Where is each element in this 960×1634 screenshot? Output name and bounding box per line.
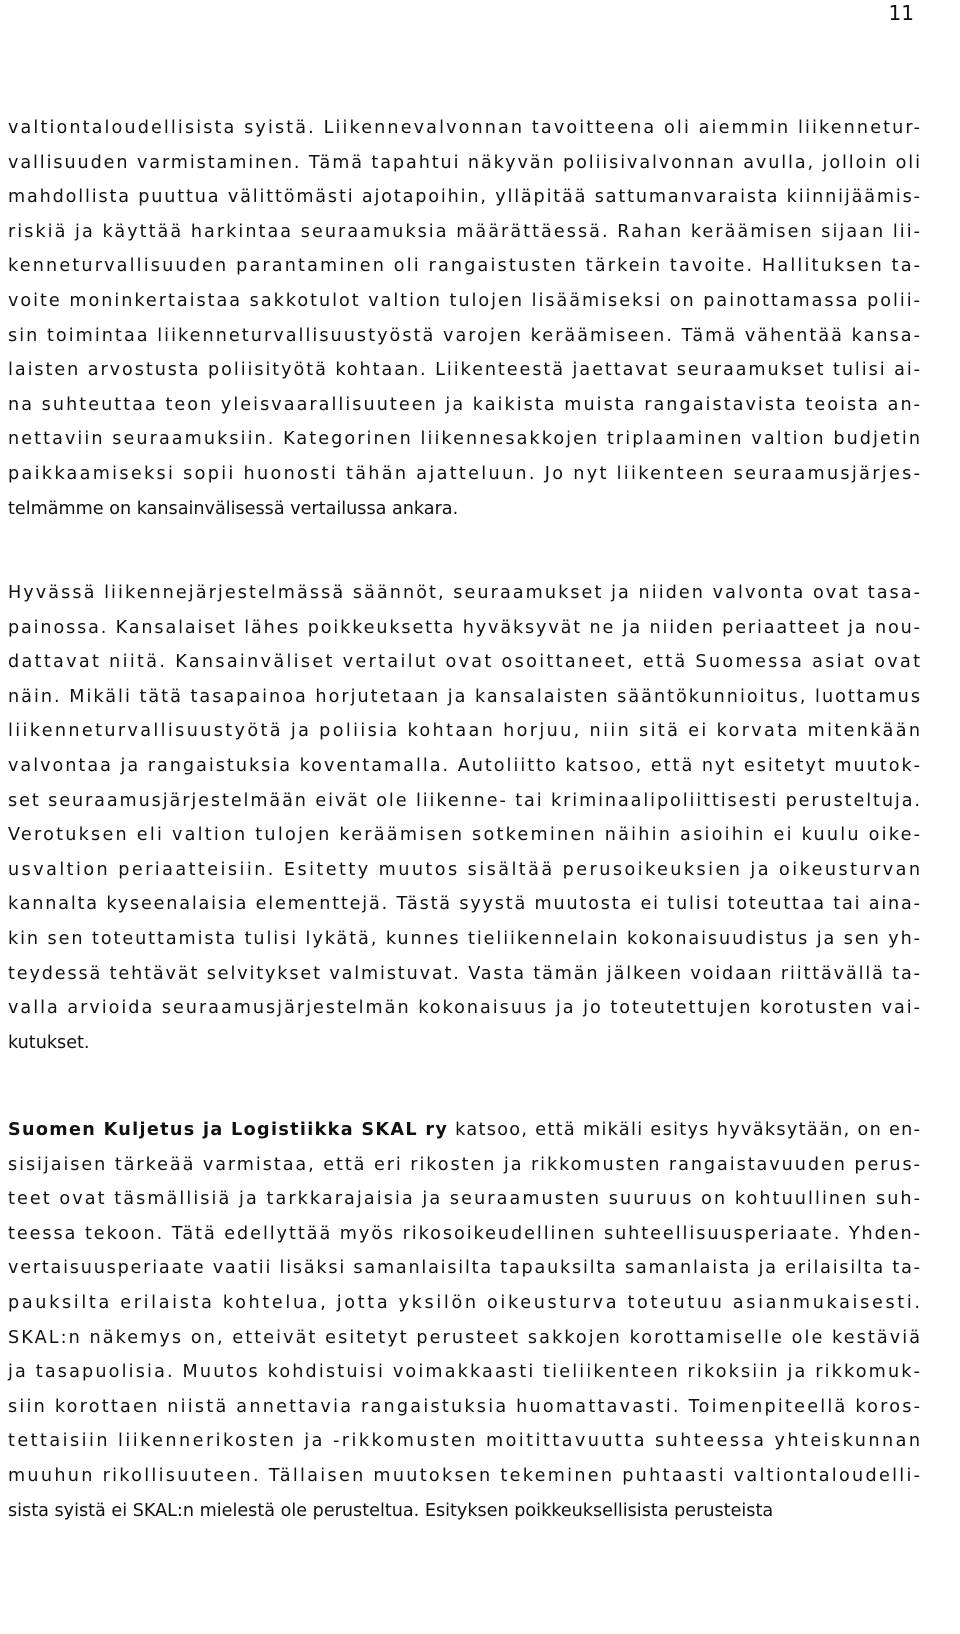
text-line: liikenneturvallisuustyötä ja poliisia kohtaan horjuu, niin sitä ei korvata mitenkään — [8, 721, 923, 742]
text-line: set seuraamusjärjestelmään eivät ole liikenne- tai kriminaalipoliittisesti perusteltuja. — [8, 790, 922, 811]
text-line: teydessä tehtävät selvitykset valmistuvat. Vasta tämän jälkeen voidaan riittävällä ta- — [8, 963, 922, 984]
text-line: laisten arvostusta poliisityötä kohtaan. Liikenteestä jaettavat seuraamukset tulisi ai- — [8, 360, 922, 381]
text-line: kin sen toteuttamista tulisi lykätä, kunnes tieliikennelain kokonaisuudistus ja sen yh- — [8, 929, 922, 949]
text-line: telmämme on kansainvälisessä vertailussa ankara. — [8, 498, 459, 519]
text-line: kutukset. — [8, 1032, 90, 1053]
text-line: na suhteuttaa teon yleisvaarallisuuteen ja kaikista muista rangaistavista teoista an- — [8, 394, 923, 415]
text-line: usvaltion periaatteisiin. Esitetty muutos sisältää perusoikeuksien ja oikeusturvan — [8, 859, 923, 880]
text-line: voite moninkertaistaa sakkotulot valtion tulojen lisäämiseksi on painottamassa polii- — [8, 291, 922, 311]
text-line: sin toimintaa liikenneturvallisuustyöstä varojen keräämiseen. Tämä vähentää kansa- — [8, 325, 923, 346]
text-line: tettaisiin liikennerikosten ja -rikkomusten moitittavuutta suhteessa yhteiskunnan — [8, 1431, 923, 1452]
text-line: nettaviin seuraamuksiin. Kategorinen liikennesakkojen triplaaminen valtion budjetin — [8, 429, 923, 450]
text-line: vertaisuusperiaate vaatii lisäksi samanlaisilta tapauksilta samanlaista ja erilaisilta ta- — [8, 1258, 922, 1279]
text-line: sisijaisen tärkeää varmistaa, että eri rikosten ja rikkomusten rangaistavuuden perus- — [8, 1154, 922, 1175]
text-line: Verotuksen eli valtion tulojen keräämisen sotkeminen näihin asioihin ei kuulu oike- — [8, 825, 923, 846]
page-number: 11 — [888, 1, 914, 25]
text-line: mahdollista puuttua välittömästi ajotapoihin, ylläpitää sattumanvaraista kiinnijäämis- — [8, 187, 922, 208]
text-line: näin. Mikäli tätä tasapainoa horjutetaan ja kansalaisten sääntökunnioitus, luottamus — [8, 686, 923, 707]
text-line: pauksilta erilaista kohtelua, jotta yksilön oikeusturva toteutuu asianmukaisesti. — [8, 1293, 923, 1313]
text-span: katsoo, että mikäli esitys hyväksytään, on en- — [448, 1120, 922, 1140]
text-line: muuhun rikollisuuteen. Tällaisen muutoksen tekeminen puhtaasti valtiontaloudelli- — [8, 1466, 923, 1486]
text-line: SKAL:n näkemys on, etteivät esitetyt perusteet sakkojen korottamiselle ole kestäviä — [8, 1327, 923, 1348]
text-line: dattavat niitä. Kansainväliset vertailut ovat osoittaneet, että Suomessa asiat ovat — [8, 652, 923, 673]
text-line: Hyvässä liikennejärjestelmässä säännöt, seuraamukset ja niiden valvonta ovat tasa- — [8, 583, 923, 603]
text-line: valla arvioida seuraamusjärjestelmän kokonaisuus ja jo toteutettujen korotusten vai- — [8, 998, 922, 1019]
text-line: riskiä ja käyttää harkintaa seuraamuksia määrättäessä. Rahan keräämisen sijaan lii- — [8, 221, 923, 242]
text-line: teet ovat täsmällisiä ja tarkkarajaisia ja seuraamusten suuruus on kohtuullinen suh- — [8, 1189, 923, 1210]
text-line: vallisuuden varmistaminen. Tämä tapahtui näkyvän poliisivalvonnan avulla, jolloin oli — [8, 152, 922, 173]
text-line: paikkaamiseksi sopii huonosti tähän ajatteluun. Jo nyt liikenteen seuraamusjärjes- — [8, 464, 923, 484]
text-line: kenneturvallisuuden parantaminen oli rangaistusten tärkein tavoite. Hallituksen ta- — [8, 256, 923, 277]
text-line: valtiontaloudellisista syistä. Liikennevalvonnan tavoitteena oli aiemmin liikennetur- — [8, 118, 923, 138]
text-line: sista syistä ei SKAL:n mielestä ole perusteltua. Esityksen poikkeuksellisista perusteista — [8, 1500, 774, 1521]
organization-name: Suomen Kuljetus ja Logistiikka SKAL ry — [8, 1120, 449, 1140]
text-line: teessa tekoon. Tätä edellyttää myös rikosoikeudellinen suhteellisuusperiaate. Yhden- — [8, 1223, 922, 1244]
text-line: valvontaa ja rangaistuksia koventamalla. Autoliitto katsoo, että nyt esitetyt muutok- — [8, 756, 922, 776]
text-line: ja tasapuolisia. Muutos kohdistuisi voimakkaasti tieliikenteen rikoksiin ja rikkomuk- — [8, 1362, 923, 1383]
text-line: kannalta kyseenalaisia elementtejä. Tästä syystä muutosta ei tulisi toteuttaa tai aina- — [8, 894, 922, 915]
text-line: siin korottaen niistä annettavia rangaistuksia huomattavasti. Toimenpiteellä koros- — [8, 1396, 923, 1417]
text-line — [8, 1118, 921, 1142]
text-line: painossa. Kansalaiset lähes poikkeuksetta hyväksyvät ne ja niiden periaatteet ja nou- — [8, 617, 922, 638]
